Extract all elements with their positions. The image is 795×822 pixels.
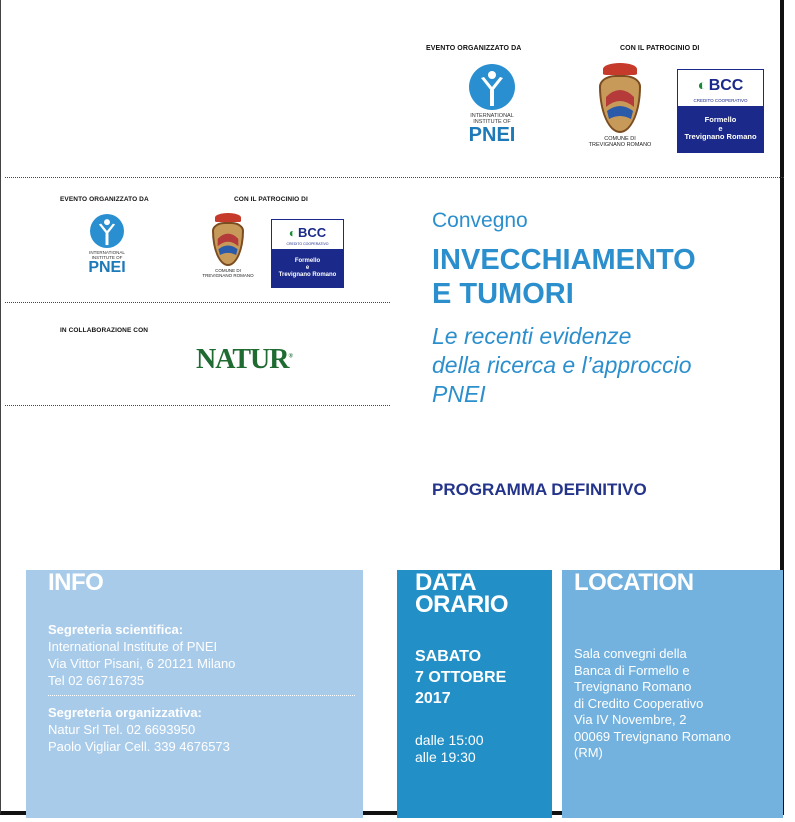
sci-label: Segreteria scientifica: xyxy=(48,622,184,637)
bcc-sub-left: CREDITO COOPERATIVO xyxy=(286,242,329,247)
bcc-bottom-line3: Trevignano Romano xyxy=(684,132,757,142)
comune-crest-left xyxy=(200,213,256,278)
event-title-line1: INVECCHIAMENTO xyxy=(432,244,696,276)
comune-crest-top xyxy=(588,63,652,148)
pnei-logo-top xyxy=(460,64,524,145)
bcc-mark-icon: ◐ xyxy=(288,225,297,240)
event-title xyxy=(432,243,696,311)
location-title: LOCATION xyxy=(574,570,694,596)
org-line2: Paolo Vigliar Cell. 339 4676573 xyxy=(48,739,230,754)
divider-left-1 xyxy=(5,302,390,303)
left-organized-label: EVENTO ORGANIZZATO DA xyxy=(60,196,149,203)
bcc-name: BCC xyxy=(708,76,744,94)
pnei-institute-text: INTERNATIONAL INSTITUTE OF xyxy=(470,113,514,125)
convegno-label: Convegno xyxy=(432,209,528,232)
bcc-bottom-line1: Formello xyxy=(704,115,737,125)
pnei-acronym-left: PNEI xyxy=(88,259,126,276)
location-line2: Banca di Formello e xyxy=(574,662,690,678)
bcc-logo-top xyxy=(677,69,764,153)
shield-icon xyxy=(212,222,244,266)
location-line3: Trevignano Romano xyxy=(574,679,692,694)
bcc-mark-icon: ◐ xyxy=(697,77,707,95)
left-patronage-label: CON IL PATROCINIO DI xyxy=(234,196,308,203)
time-to: alle 19:30 xyxy=(415,749,476,765)
crown-icon xyxy=(603,63,637,75)
info-title: INFO xyxy=(48,570,104,596)
date-year: 2017 xyxy=(415,690,451,707)
location-line1: Sala convegni della xyxy=(574,646,687,661)
org-line1: Natur Srl Tel. 02 6693950 xyxy=(48,722,196,737)
event-subtitle xyxy=(432,322,692,409)
sci-line1: International Institute of PNEI xyxy=(48,639,218,654)
date-title-line1: DATA xyxy=(415,570,477,596)
location-line6: 00069 Trevignano Romano xyxy=(574,728,731,744)
location-panel xyxy=(562,570,783,818)
bcc-bottom xyxy=(678,106,763,152)
top-patronage-label: CON IL PATROCINIO DI xyxy=(620,45,700,52)
location-line4: di Credito Cooperativo xyxy=(574,695,704,711)
pnei-emblem-icon xyxy=(90,214,124,248)
location-text xyxy=(574,646,731,762)
comune-caption: COMUNE DI TREVIGNANO ROMANO xyxy=(588,136,652,148)
bcc-sub: CREDITO COOPERATIVO xyxy=(693,98,748,104)
natur-brand: NATUR xyxy=(196,344,289,375)
date-title-line2: ORARIO xyxy=(415,591,508,618)
natur-registered: ® xyxy=(288,353,292,360)
top-organized-label: EVENTO ORGANIZZATO DA xyxy=(426,45,522,52)
pnei-institute-text-left: INTERNATIONAL INSTITUTE OF xyxy=(89,250,125,260)
org-label: Segreteria organizzativa: xyxy=(48,705,202,720)
date-date: 7 OTTOBRE xyxy=(415,669,507,686)
bcc-bottom-line1: Formello xyxy=(294,257,321,264)
event-subtitle-line1: Le recenti evidenze xyxy=(432,323,632,349)
event-subtitle-line3: PNEI xyxy=(432,381,486,407)
bcc-bottom-line3: Trevignano Romano xyxy=(278,271,337,278)
bcc-name-left: BCC xyxy=(298,225,327,241)
date-panel xyxy=(397,570,552,818)
date-title xyxy=(415,572,508,616)
pnei-acronym: PNEI xyxy=(468,124,516,146)
location-line5: Via IV Novembre, 2 xyxy=(574,712,687,727)
time-details xyxy=(415,732,484,766)
crown-icon xyxy=(215,213,241,222)
time-from: dalle 15:00 xyxy=(415,732,484,748)
bcc-bottom-line2: e xyxy=(718,123,723,133)
bcc-bottom-line2: e xyxy=(305,264,310,271)
date-day: SABATO xyxy=(415,648,482,665)
sci-line2: Via Vittor Pisani, 6 20121 Milano xyxy=(48,656,236,671)
comune-caption-left: COMUNE DI TREVIGNANO ROMANO xyxy=(202,268,254,278)
divider-top xyxy=(5,177,784,178)
info-divider xyxy=(48,695,355,696)
bcc-bottom-left xyxy=(272,249,343,287)
divider-left-2 xyxy=(5,405,390,406)
pnei-emblem-icon xyxy=(469,64,515,110)
collaboration-label: IN COLLABORAZIONE CON xyxy=(60,327,149,334)
event-subtitle-line2: della ricerca e l’approccio xyxy=(432,352,692,378)
date-details xyxy=(415,646,506,709)
sci-line3: Tel 02 66716735 xyxy=(48,673,145,688)
programma-label: PROGRAMMA DEFINITIVO xyxy=(432,480,647,499)
pnei-logo-left xyxy=(82,214,132,276)
shield-icon xyxy=(599,75,641,133)
event-title-line2: E TUMORI xyxy=(432,278,574,310)
natur-logo xyxy=(196,344,292,376)
location-line7: (RM) xyxy=(574,745,603,760)
bcc-logo-left xyxy=(271,219,344,288)
info-panel xyxy=(26,570,363,818)
info-text xyxy=(48,621,355,755)
